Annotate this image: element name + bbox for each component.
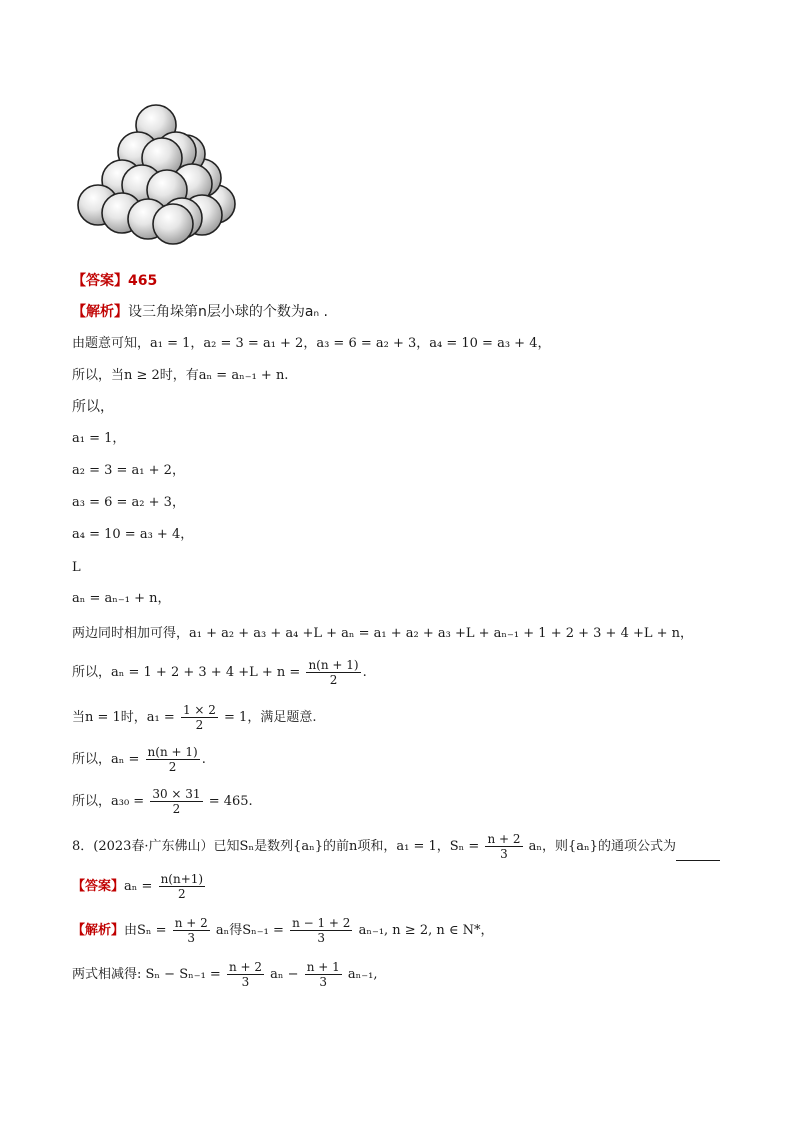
fraction-denominator: 3	[500, 847, 508, 861]
q8-difference-line	[72, 960, 377, 989]
answer-tag: 【答案】	[72, 879, 125, 894]
fraction-numerator: 30 × 31	[152, 787, 201, 801]
q8-stem-fraction	[485, 832, 522, 861]
formula-prefix: 所以，aₙ = 1 + 2 + 3 + 4 +L + n =	[72, 665, 301, 680]
q7-sum-line: 两边同时相加可得，a₁ + a₂ + a₃ + a₄ +L + aₙ = a₁ + a₂ + a₃ +L + aₙ₋₁ + 1 + 2 + 3 + 4 +L + n，	[72, 626, 694, 641]
analysis-tag: 【解析】	[72, 923, 125, 938]
ball	[153, 204, 193, 244]
q8-analysis-a: 由Sₙ =	[124, 923, 167, 938]
fraction-denominator: 2	[172, 802, 181, 816]
check-suffix: = 1，满足题意.	[224, 710, 317, 725]
q8-answer-fraction	[159, 872, 206, 901]
q8-answer-line	[72, 872, 207, 901]
q8-answer-prefix: aₙ =	[124, 879, 153, 894]
q7-conclusion-line	[72, 745, 206, 774]
analysis-tag: 【解析】	[72, 304, 128, 320]
answer-blank	[676, 846, 720, 861]
fraction-numerator: n(n + 1)	[308, 658, 359, 672]
conclusion-suffix: .	[201, 752, 206, 767]
q7-eq2: a₂ = 3 = a₁ + 2，	[72, 463, 185, 478]
formula-suffix: .	[362, 665, 367, 680]
q8-analysis-c: aₙ₋₁, n ≥ 2, n ∈ N*，	[358, 923, 494, 938]
q7-eq-dots: L	[72, 560, 81, 575]
answer-value: 465	[128, 273, 158, 289]
q8-analysis-fraction-1	[173, 916, 210, 945]
fraction-numerator: n + 2	[228, 960, 263, 974]
fraction-denominator: 2	[195, 718, 204, 732]
fraction-denominator: 2	[329, 673, 338, 687]
q8-diff-suffix: aₙ₋₁,	[347, 967, 378, 982]
q8-stem-suffix: aₙ，则{aₙ}的通项公式为	[528, 839, 676, 854]
triangular-ball-stack-figure	[74, 100, 244, 250]
q7-line2: 所以，当n ≥ 2时，有aₙ = aₙ₋₁ + n.	[72, 368, 289, 383]
fraction-denominator: 3	[187, 931, 196, 945]
conclusion-fraction	[146, 745, 200, 774]
fraction-denominator: 3	[241, 975, 250, 989]
fraction-numerator: n + 1	[306, 960, 340, 974]
q8-stem-line	[72, 832, 720, 861]
q8-stem-prefix: 8．(2023春·广东佛山）已知Sₙ是数列{aₙ}的前n项和，a₁ = 1，Sₙ =	[72, 839, 480, 854]
answer-tag: 【答案】	[72, 273, 128, 289]
fraction-numerator: n − 1 + 2	[292, 916, 351, 930]
final-suffix: = 465.	[208, 794, 253, 809]
final-fraction	[150, 787, 202, 816]
fraction-numerator: n + 2	[487, 832, 521, 846]
q8-diff-fraction-2	[305, 960, 342, 989]
q8-diff-fraction-1	[227, 960, 264, 989]
fraction-numerator: 1 × 2	[182, 703, 216, 717]
final-prefix: 所以，a₃₀ =	[72, 794, 145, 809]
q7-line1: 由题意可知，a₁ = 1，a₂ = 3 = a₁ + 2，a₃ = 6 = a₂ + 3，a₄ = 10 = a₃ + 4，	[72, 336, 551, 351]
q8-diff-mid: aₙ −	[270, 967, 299, 982]
q7-final-line	[72, 787, 253, 816]
q7-eq4: a₄ = 10 = a₃ + 4，	[72, 527, 194, 542]
q7-eq5: aₙ = aₙ₋₁ + n，	[72, 591, 171, 606]
fraction-numerator: n(n+1)	[160, 872, 204, 886]
check-prefix: 当n = 1时，a₁ =	[72, 710, 175, 725]
fraction-numerator: n + 2	[174, 916, 208, 930]
fraction-denominator: 2	[178, 887, 186, 901]
q8-diff-prefix: 两式相减得: Sₙ − Sₙ₋₁ =	[72, 967, 221, 982]
q7-formula-line	[72, 658, 367, 687]
formula-fraction	[306, 658, 360, 687]
check-fraction	[181, 703, 218, 732]
q7-answer-line	[72, 272, 157, 290]
fraction-denominator: 3	[319, 975, 328, 989]
q8-analysis-fraction-2	[290, 916, 352, 945]
conclusion-prefix: 所以，aₙ =	[72, 752, 140, 767]
fraction-denominator: 2	[168, 760, 177, 774]
fraction-denominator: 3	[317, 931, 326, 945]
q8-analysis-line	[72, 916, 494, 945]
q7-eq3: a₃ = 6 = a₂ + 3，	[72, 495, 185, 510]
q7-line3: 所以，	[72, 399, 114, 415]
fraction-numerator: n(n + 1)	[147, 745, 198, 759]
q7-eq1: a₁ = 1，	[72, 431, 126, 446]
q8-analysis-b: aₙ得Sₙ₋₁ =	[215, 923, 284, 938]
q7-analysis-intro	[72, 303, 328, 321]
q7-check-line	[72, 703, 316, 732]
analysis-intro-text: 设三角垛第n层小球的个数为aₙ .	[128, 304, 328, 320]
